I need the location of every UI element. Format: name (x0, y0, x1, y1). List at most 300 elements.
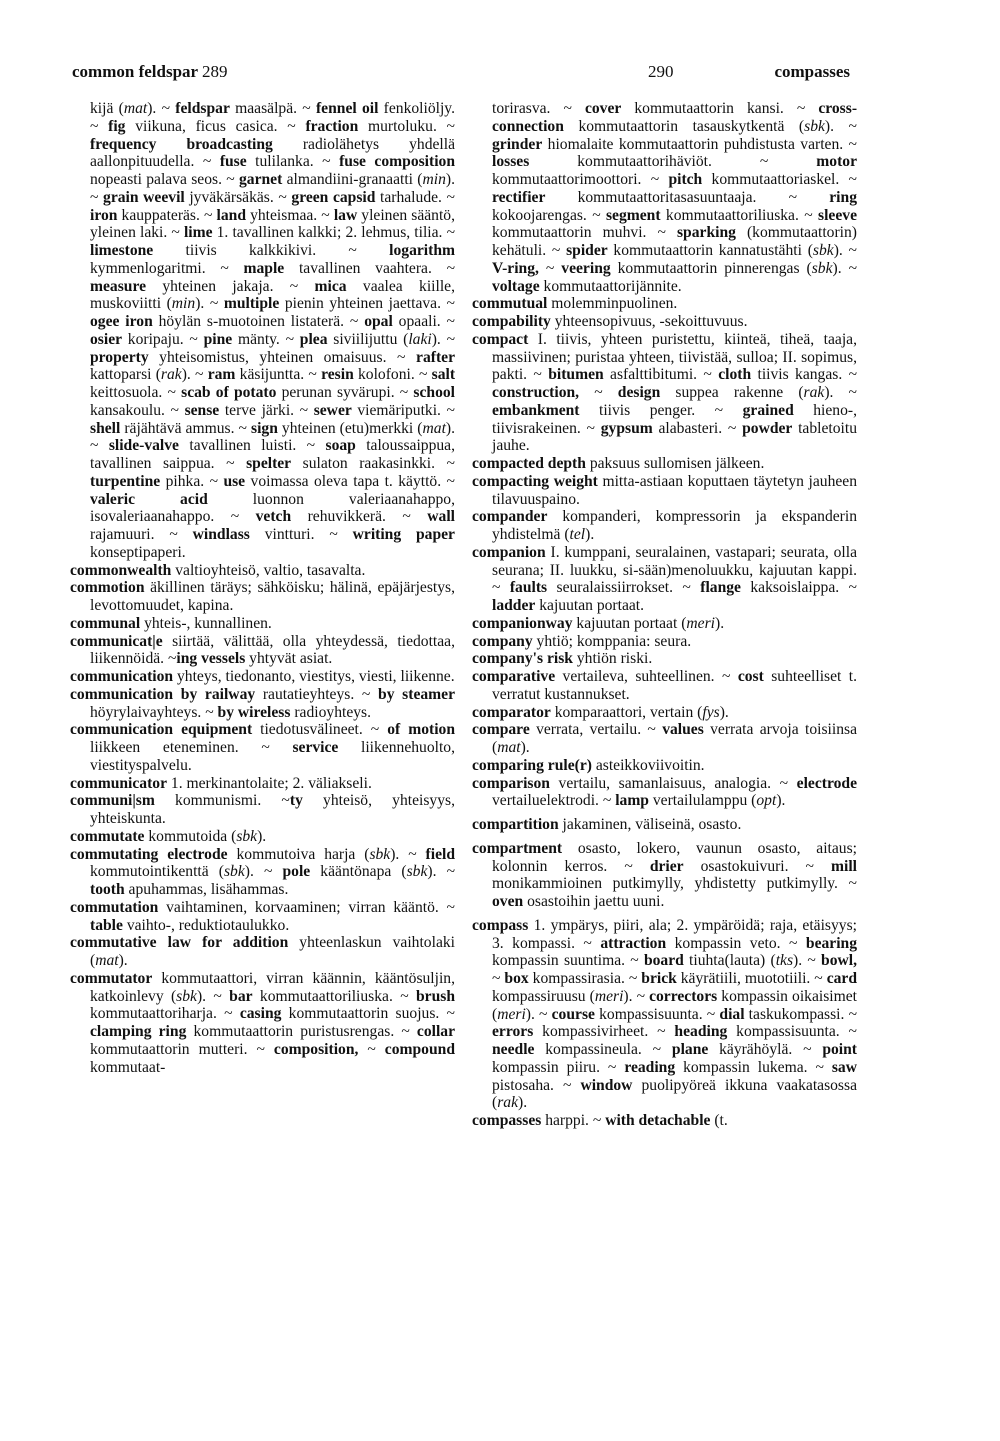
headword-term: grain weevil (103, 188, 185, 206)
headword-term: green capsid (291, 188, 376, 206)
headword-term: salt (431, 366, 456, 384)
headword-term: electrode (796, 774, 857, 792)
headword-term: commutative law for addition (70, 934, 289, 952)
definition-text: ). ~ (147, 100, 176, 117)
headword-term: embankment (492, 401, 580, 419)
headword-term: soap (325, 437, 356, 455)
headword-term: brick (641, 970, 677, 987)
definition-text: tiivis penger. ~ (579, 401, 743, 419)
definition-text: ~ (358, 1040, 385, 1058)
definition-text: verrata, vertailu. ~ (529, 721, 663, 739)
definition-text: liikennehuolto, viestityspalvelu. (90, 739, 455, 774)
dictionary-entry (70, 668, 455, 686)
definition-text: kommutaattoriliuska. ~ (660, 206, 819, 224)
definition-text: ). ~ (196, 987, 230, 1005)
headword-term: lime (183, 224, 213, 242)
headword-term: table (90, 916, 123, 934)
definition-text: kommutaattoriliuska. ~ (252, 987, 416, 1005)
headword-term: commutual (472, 295, 548, 313)
definition-text: alabasteri. ~ (652, 419, 743, 437)
definition-text: taloussaippua, tavallinen saippua. ~ (90, 437, 455, 472)
definition-text: kokoojarengas. ~ (492, 206, 606, 224)
definition-text: käyrätiili, muototiili. ~ (676, 970, 827, 987)
dictionary-entry (472, 840, 857, 911)
dictionary-entry (472, 1112, 857, 1130)
headword-term: pitch (668, 171, 703, 188)
definition-text: seuralaissiirrokset. ~ (547, 579, 701, 597)
headword-term: construction, (492, 384, 580, 401)
headword-term: flange (700, 579, 741, 597)
definition-text: paksuus sullomisen jälkeen. (585, 455, 765, 472)
definition-text: ). (776, 792, 786, 810)
definition-text: yhteenlaskun vaihtolaki ( (90, 934, 455, 969)
headword-term: heading (674, 1023, 728, 1041)
headword-term: cost (737, 668, 764, 685)
definition-text: siviilijuttu ( (327, 330, 409, 348)
definition-text: tiivis kangas. ~ (751, 366, 858, 384)
definition-text: kompassiruusu ( (492, 987, 595, 1005)
definition-text: ). (719, 703, 729, 721)
definition-text: höyrylaivayhteys. ~ (90, 703, 218, 721)
dictionary-entry (70, 899, 455, 935)
definition-text: ). ~ (833, 242, 857, 259)
headword-term: course (551, 1005, 595, 1023)
definition-text: ). ~ (824, 117, 857, 135)
definition-text: asteikkoviivoitin. (591, 756, 705, 774)
definition-text: tiuhta(lauta) ( (683, 952, 776, 970)
definition-text: ). ~ (244, 863, 283, 881)
headword-term: maple (243, 259, 285, 277)
dictionary-entry (70, 775, 455, 793)
headword-term: ram (207, 366, 236, 384)
headword-term: comparator (472, 703, 551, 721)
definition-text: höylän s-muotoinen listaterä. ~ (152, 313, 365, 330)
definition-text: mänty. ~ (232, 330, 300, 348)
definition-text: vertailulamppu ( (648, 792, 757, 810)
definition-text: yhteis-, kunnallinen. (140, 614, 272, 632)
headword-term: cover (584, 100, 622, 117)
headword-term: valeric acid (90, 490, 208, 508)
headword-term: commutator (70, 969, 153, 987)
subject-label: meri (594, 987, 624, 1005)
dictionary-entry (472, 775, 857, 811)
definition-text: hieno-, tiivisrakeinen. ~ (492, 401, 857, 437)
headword-term: use (223, 472, 246, 490)
dictionary-entry (472, 544, 857, 615)
headword-term: bitumen (548, 366, 604, 384)
headword-term: faults (509, 579, 548, 597)
headword-term: attraction (600, 934, 667, 952)
dictionary-entry (472, 668, 857, 704)
definition-text: ). ~ (824, 384, 857, 401)
definition-text: kommutaattoritasasuuntaaja. ~ (545, 188, 830, 206)
definition-text: kompassisuunta. ~ (727, 1023, 857, 1041)
definition-text: vertailu, samanlaisuus, analogia. ~ (549, 774, 797, 792)
dictionary-entry (472, 473, 857, 509)
headword-term: sewer (313, 401, 352, 419)
definition-text: 1. ympärys, piiri, ala; 2. ympäröidä; raja, etäisyys; 3. kompassi. ~ (492, 916, 857, 952)
headword-term: opal (364, 313, 393, 330)
definition-text: vaihtaminen, korvaaminen; virran kääntö. ~ (158, 898, 455, 916)
headword-term: osier (90, 330, 123, 348)
definition-text: kommutaattorimoottori. ~ (492, 171, 669, 188)
definition-text: ). ~ (390, 845, 426, 863)
subject-label: mat (95, 952, 119, 969)
definition-text: tabletoitu jauhe. (492, 419, 857, 455)
headword-term: commutating electrode (70, 845, 228, 863)
headword-term: fuse (219, 153, 247, 171)
definition-text: yleinen sääntö, yleinen laki. ~ (90, 206, 456, 242)
headword-term: commutate (70, 827, 145, 845)
definition-text: kompassin piiru. ~ (492, 1058, 625, 1076)
definition-text: yhteinen (etu)merkki ( (277, 419, 423, 437)
headword-term: limestone (90, 242, 154, 259)
definition-text: kompassivirheet. ~ (533, 1023, 675, 1041)
definition-text: kommutaattorihäviöt. ~ (529, 153, 817, 171)
headword-term: fraction (305, 117, 359, 135)
entry-continuation (472, 100, 857, 295)
definition-text: kommutoiva harja ( (227, 845, 370, 863)
definition-text: I. tiivis, yhteen puristettu, kiinteä, tiheä, taaja, massiivinen; puristaa yhteen, tiivistää, sulloa; II. sopimus, pakti. ~ (492, 330, 857, 384)
definition-text: ). ~ (431, 330, 456, 348)
definition-text: räjähtävä ammus. ~ (120, 419, 252, 437)
definition-text: pienin yhteinen jaettava. ~ (279, 295, 455, 313)
definition-text: osastokuivuri. ~ (683, 857, 832, 875)
headword-term: companion (472, 543, 546, 561)
definition-text: fenkoliöljy. ~ (90, 100, 455, 135)
dictionary-entry (70, 633, 455, 669)
headword-term: companionway (472, 614, 573, 632)
headword-term: ing vessels (176, 650, 246, 668)
definition-text: yhteensopivuus, -sekoittuvuus. (550, 313, 748, 330)
subject-label: rak (497, 1094, 518, 1112)
right-page-number: 290 (648, 62, 674, 81)
headword-term: measure (90, 277, 147, 295)
dictionary-entry (70, 615, 455, 633)
headword-term: wall (427, 508, 456, 526)
definition-text: asfalttibitumi. ~ (603, 366, 719, 384)
definition-text: apuhammas, lisähammas. (124, 881, 289, 898)
definition-text: vintturi. ~ (249, 526, 353, 543)
headword-term: segment (605, 206, 661, 224)
definition-text: kijä ( (90, 100, 124, 117)
headword-term: commutation (70, 898, 159, 916)
headword-term: design (617, 384, 661, 401)
headword-term: brush (415, 987, 455, 1005)
subject-label: sbk (812, 242, 834, 259)
definition-text: tulilanka. ~ (246, 153, 340, 171)
headword-term: ogee iron (90, 313, 153, 330)
headword-term: correctors (649, 987, 718, 1005)
definition-text: kompassin veto. ~ (666, 934, 806, 952)
definition-text: jyväkärsäkäs. ~ (184, 188, 292, 206)
headword-term: communication by railway (70, 685, 256, 703)
headword-term: V-ring, (492, 259, 539, 277)
headword-term: motor (816, 153, 857, 171)
definition-text: kommutaat- (90, 1058, 166, 1076)
definition-text: nopeasti palava seos. ~ (90, 171, 239, 188)
headword-term: sense (184, 401, 220, 419)
headword-term: cross-connection (492, 100, 858, 135)
definition-text: ). (118, 952, 128, 969)
subject-label: rak (803, 384, 825, 401)
headword-term: comparing rule(r) (472, 756, 592, 774)
dictionary-entry (472, 917, 857, 1112)
definition-text: kauppateräs. ~ (117, 206, 217, 224)
definition-text: ). ~ (623, 987, 650, 1005)
definition-text: opaali. ~ (392, 313, 455, 330)
dictionary-entry (70, 562, 455, 580)
dictionary-entry (472, 721, 857, 757)
headword-term: compacting weight (472, 472, 598, 490)
headword-term: grained (742, 401, 794, 419)
headword-term: sleeve (818, 206, 857, 224)
headword-term: ty (289, 792, 303, 810)
headword-term: iron (90, 206, 118, 224)
headword-term: compability (472, 313, 551, 330)
headword-term: feldspar (175, 100, 230, 117)
definition-text: kommutaattorin muhvi. ~ (492, 224, 677, 242)
definition-text: vertailuelektrodi. ~ (492, 792, 616, 810)
definition-text: osasto, lokero, vaunun osasto, aitaus; kolonnin kerros. ~ (492, 839, 857, 875)
headword-term: point (822, 1041, 857, 1058)
right-headword: compasses (774, 62, 850, 81)
subject-label: min (171, 295, 196, 313)
headword-term: saw (831, 1058, 857, 1076)
definition-text: luonnon valeriaanahappo, isovaleriaanahappo. ~ (90, 490, 455, 526)
headword-term: scab of potato (181, 384, 277, 401)
definition-text: radiolähetys yhdellä aallonpituudella. ~ (90, 135, 455, 171)
definition-text: kompassirasia. ~ (528, 970, 642, 987)
headword-term: windlass (192, 526, 250, 543)
definition-text: kompassin suuntima. ~ (492, 952, 644, 970)
definition-text: pihka. ~ (160, 472, 224, 490)
dictionary-entry (472, 455, 857, 473)
definition-text: viikuna, ficus casica. ~ (125, 117, 306, 135)
headword-term: communication equipment (70, 721, 253, 739)
definition-text: kompanderi, kompressorin ja ekspanderin yhdistelmä ( (492, 508, 857, 543)
definition-text: monikammioinen putkimylly, yhdistetty putkimylly. ~ (492, 875, 857, 893)
definition-text: tavallinen vaahtera. ~ (284, 259, 455, 277)
headword-term: property (90, 348, 149, 366)
subject-label: tel (569, 526, 586, 543)
headword-term: fennel oil (315, 100, 379, 117)
dictionary-entry (70, 792, 455, 828)
headword-term: bearing (805, 934, 858, 952)
dictionary-entry (472, 757, 857, 775)
definition-text: jakaminen, väliseinä, osasto. (558, 816, 742, 833)
headword-term: sign (251, 419, 278, 437)
subject-label: sbk (236, 827, 258, 845)
left-running-head (72, 62, 228, 82)
definition-text: ). ~ (525, 1005, 552, 1023)
subject-label: mat (123, 100, 148, 117)
headword-term: losses (492, 153, 530, 171)
headword-term: spelter (246, 455, 292, 472)
headword-term: errors (492, 1023, 534, 1041)
definition-text: vaihto-, reduktiotaulukko. (122, 916, 290, 934)
definition-text: kommutaattorin pinnerengas ( (610, 259, 812, 277)
headword-term: spider (566, 242, 608, 259)
headword-term: gypsum (600, 419, 653, 437)
entry-continuation (70, 100, 455, 562)
headword-term: fuse composition (339, 153, 456, 171)
headword-term: fig (108, 117, 126, 135)
definition-text: osastoihin jaettu uuni. (523, 893, 665, 910)
subject-label: rak (160, 366, 182, 384)
left-headword: common feldspar (72, 62, 198, 81)
headword-term: vetch (255, 508, 292, 526)
dictionary-entry (70, 721, 455, 774)
definition-text: ). (518, 1094, 528, 1112)
definition-text: äkillinen täräys; sähköisku; hälinä, epäjärjestys, levottomuudet, kapina. (90, 579, 455, 614)
headword-term: pole (282, 863, 311, 881)
definition-text: maasälpä. ~ (229, 100, 316, 117)
definition-text: kolofoni. ~ (353, 366, 432, 384)
definition-text: yhteys, tiedonanto, viestitys, viesti, liikenne. (173, 668, 455, 685)
definition-text: konseptipaperi. (90, 543, 186, 561)
definition-text: radioyhteys. (290, 703, 372, 721)
headword-term: comparative (472, 668, 556, 685)
headword-term: compartition (472, 816, 559, 833)
subject-label: sbk (406, 863, 428, 881)
definition-text: kommutaattorin suojus. ~ (281, 1005, 455, 1023)
headword-term: needle (492, 1041, 535, 1058)
dictionary-entry (472, 331, 857, 455)
headword-term: compacted depth (472, 455, 586, 472)
definition-text: rajamuuri. ~ (90, 526, 193, 543)
headword-term: values (662, 721, 704, 739)
definition-text: kommutaattorin kannatustähti ( (607, 242, 813, 259)
headword-term: compartment (472, 839, 563, 857)
definition-text: ~ (492, 970, 505, 987)
subject-label: sbk (223, 863, 245, 881)
definition-text: murtoluku. ~ (358, 117, 455, 135)
headword-term: of motion (387, 721, 455, 739)
definition-text: ~ (538, 259, 562, 277)
definition-text: taskukompassi. ~ (744, 1005, 858, 1023)
subject-label: laki (408, 330, 432, 348)
headword-term: tooth (90, 881, 125, 898)
definition-text: ). (520, 739, 530, 756)
headword-term: cloth (718, 366, 752, 384)
definition-text: kompassin lukema. ~ (675, 1058, 832, 1076)
definition-text: ). (257, 827, 267, 845)
dictionary-entry (70, 846, 455, 899)
definition-text: kansakoulu. ~ (90, 401, 185, 419)
headword-term: lamp (615, 792, 649, 810)
left-page-number: 289 (202, 62, 228, 81)
subject-label: sbk (804, 117, 825, 135)
headword-term: grinder (492, 135, 543, 153)
definition-text: käyrähöylä. ~ (708, 1041, 823, 1058)
subject-label: fys (702, 703, 720, 721)
definition-text: (kommutaattorin) kehätuli. ~ (492, 224, 857, 259)
headword-term: compass (472, 916, 529, 934)
definition-text: suhteelliset t. verratut kustannukset. (492, 668, 857, 703)
definition-text: kommutaattorin kansi. ~ (621, 100, 819, 117)
headword-term: communi|sm (70, 792, 155, 810)
headword-term: garnet (238, 171, 283, 188)
definition-text: suppea rakenne ( (660, 384, 804, 401)
definition-text: tarhalude. ~ (375, 188, 455, 206)
definition-text: keittosuola. ~ (90, 384, 182, 401)
definition-text: hiomalaite kommutaattorin puhdistusta varten. ~ (542, 135, 857, 153)
definition-text: kommutaattorin tasauskytkentä ( (563, 117, 805, 135)
definition-text: molemminpuolinen. (547, 295, 678, 313)
headword-term: box (504, 970, 529, 987)
headword-term: bar (229, 987, 253, 1005)
definition-text: sulaton raakasinkki. ~ (291, 455, 455, 472)
definition-text: 1. merkinantolaite; 2. väliakseli. (167, 774, 372, 792)
definition-text: I. kumppani, seuralainen, vastapari; seurata, olla seurana; II. luukku, si-sään)menoluukku, kajuutan kappi. ~ (492, 543, 857, 597)
dictionary-entry (472, 313, 857, 331)
headword-term: company (472, 632, 533, 650)
headword-term: rectifier (492, 188, 546, 206)
definition-text: ). ~ (832, 259, 858, 277)
headword-term: compound (384, 1040, 455, 1058)
definition-text: vertaileva, suhteellinen. ~ (555, 668, 738, 685)
headword-term: commonwealth (70, 561, 172, 579)
definition-text: rehuvikkerä. ~ (291, 508, 428, 526)
headword-term: composition, (273, 1040, 359, 1058)
definition-text: ). (585, 526, 595, 543)
definition-text: (t. (710, 1112, 728, 1129)
definition-text: tiivis kalkkikivi. ~ (153, 242, 390, 259)
dictionary-entry (472, 508, 857, 544)
dictionary-entry (70, 686, 455, 722)
headword-term: compander (472, 508, 548, 526)
headword-term: logarithm (389, 242, 455, 259)
headword-term: slide-valve (108, 437, 179, 455)
headword-term: window (580, 1076, 633, 1094)
definition-text: pistosaha. ~ (492, 1076, 581, 1094)
headword-term: bowl, (821, 952, 857, 970)
definition-text: ~ (579, 384, 618, 401)
definition-text: ). ~ (90, 171, 455, 206)
subject-label: sbk (811, 259, 833, 277)
headword-term: mica (314, 277, 347, 295)
headword-term: casing (239, 1005, 282, 1023)
headword-term: shell (90, 419, 121, 437)
definition-text: kaksoislaippa. ~ (740, 579, 857, 597)
dictionary-entry (70, 970, 455, 1077)
dictionary-entry (472, 615, 857, 633)
headword-term: rafter (416, 348, 455, 366)
definition-text: kompassin oikaisimet ( (492, 987, 858, 1023)
headword-term: compasses (472, 1112, 542, 1129)
definition-text: komparaattori, vertain ( (550, 703, 703, 721)
definition-text: kompassisuunta. ~ (594, 1005, 720, 1023)
headword-term: resin (321, 366, 354, 384)
definition-text: torirasva. ~ (492, 100, 585, 117)
headword-term: land (216, 206, 246, 224)
definition-text: liikkeen eteneminen. ~ (90, 739, 293, 756)
dictionary-column-right (472, 100, 857, 1130)
definition-text: ). ~ (427, 863, 456, 881)
definition-text: 1. tavallinen kalkki; 2. lehmus, tilia. ~ (212, 224, 455, 242)
headword-term: compare (472, 721, 530, 739)
definition-text: harppi. ~ (541, 1112, 606, 1129)
headword-term: law (333, 206, 358, 224)
definition-text: ). ~ (195, 295, 224, 313)
dictionary-entry (472, 633, 857, 651)
headword-term: dial (719, 1005, 745, 1023)
headword-term: sparking (676, 224, 736, 242)
subject-label: sbk (369, 845, 391, 863)
definition-text: ). ~ (90, 419, 455, 455)
definition-text: ). ~ (181, 366, 208, 384)
